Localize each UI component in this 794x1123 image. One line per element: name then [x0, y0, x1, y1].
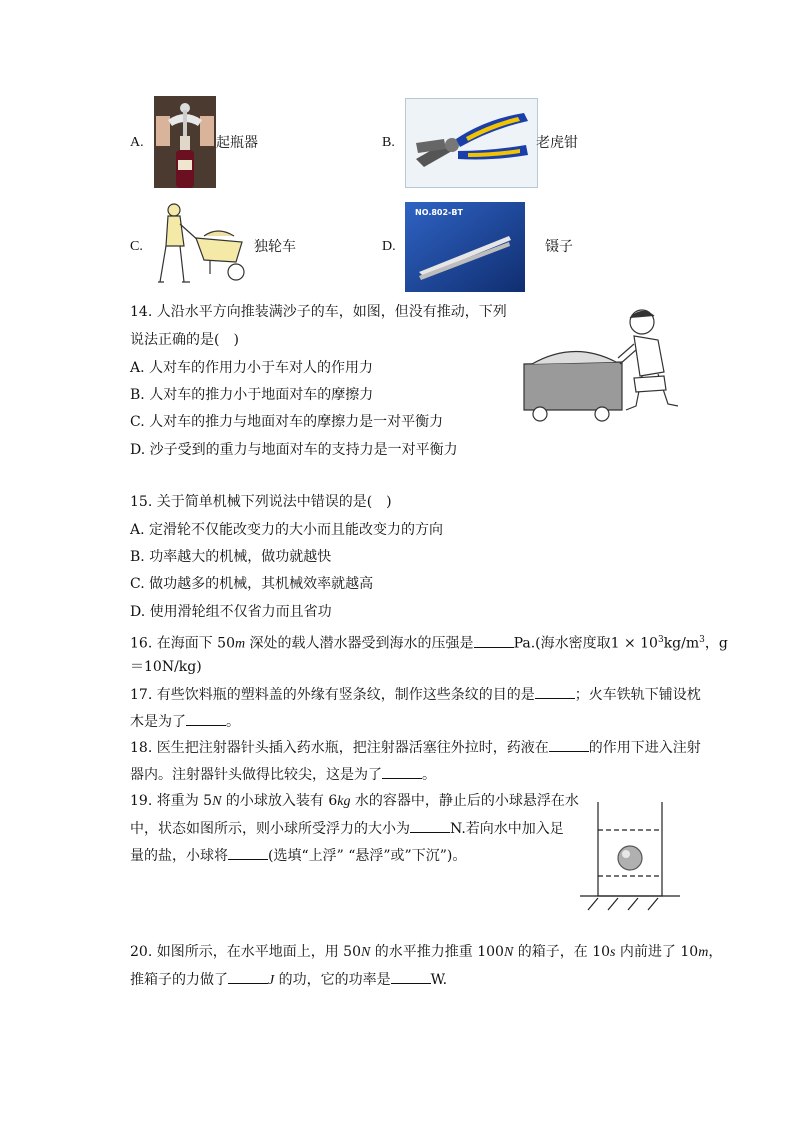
q17-answer-blank-1[interactable] [535, 684, 575, 699]
q17-answer-blank-2[interactable] [186, 711, 226, 726]
q14-option-d: D. 沙子受到的重力与地面对车的支持力是一对平衡力 [130, 442, 458, 458]
q19-line3: 量的盐，小球将 (选填“上浮” “悬浮”或”下沉”)。 [130, 845, 466, 866]
option-c-label: 独轮车 [254, 239, 296, 255]
q15-option-b: B. 功率越大的机械，做功就越快 [130, 549, 332, 565]
q17-line2: 木是为了 。 [130, 711, 240, 732]
q18-line2: 器内。注射器针头做得比较尖，这是为了 。 [130, 764, 436, 785]
q20-answer-blank-1[interactable] [228, 969, 268, 984]
q15-option-c: C. 做功越多的机械，其机械效率就越高 [130, 576, 374, 592]
option-b-label: 老虎钳 [536, 135, 578, 151]
q14-option-b: B. 人对车的推力小于地面对车的摩擦力 [130, 387, 374, 403]
q14-stem-line2: 说法正确的是( ) [130, 332, 239, 348]
q18-answer-blank-2[interactable] [382, 764, 422, 779]
bottle-opener-icon [154, 96, 216, 188]
wheelbarrow-icon [150, 202, 254, 290]
q20-line1: 20. 如图所示，在水平地面上，用 50N 的水平推力推重 100N 的箱子，在 10s 内前进了 10m， [130, 944, 723, 960]
container-with-ball-icon [578, 800, 682, 916]
q19-line1: 19. 将重为 5N 的小球放入装有 6kg 水的容器中，静止后的小球悬浮在水 [130, 793, 579, 809]
option-a-label: 起瓶器 [216, 135, 258, 151]
q20-answer-blank-2[interactable] [391, 969, 431, 984]
pliers-icon [405, 98, 538, 188]
q14-stem-line1: 14. 人沿水平方向推装满沙子的车，如图，但没有推动，下列 [130, 304, 507, 320]
tweezers-caption: NO.802-BT [415, 208, 463, 217]
boy-pushing-cart-icon [518, 306, 692, 426]
q14-option-a: A. 人对车的作用力小于车对人的作用力 [130, 360, 374, 376]
q17-line1: 17. 有些饮料瓶的塑料盖的外缘有竖条纹，制作这些条纹的目的是 ；火车铁轨下铺设枕 [130, 684, 701, 705]
option-a-letter: A. [130, 135, 144, 150]
tweezers-icon [405, 202, 525, 292]
q20-line2: 推箱子的力做了 J 的功，它的功率是 W. [130, 969, 447, 991]
q19-line2: 中，状态如图所示，则小球所受浮力的大小为 N.若向水中加入足 [130, 818, 564, 839]
q14-option-c: C. 人对车的推力与地面对车的摩擦力是一对平衡力 [130, 414, 444, 430]
q15-stem: 15. 关于简单机械下列说法中错误的是( ) [130, 494, 392, 510]
q19-answer-blank-2[interactable] [228, 845, 268, 860]
option-b-letter: B. [382, 135, 395, 150]
option-d-label: 镊子 [545, 239, 573, 255]
q18-line1: 18. 医生把注射器针头插入药水瓶，把注射器活塞往外拉时，药液在 的作用下进入注射 [130, 737, 701, 758]
q16-line1: 16. 在海面下 50m 深处的载人潜水器受到海水的压强是 Pa.(海水密度取$1 \times 10^3kg/m^3$，g [130, 630, 728, 655]
q15-option-d: D. 使用滑轮组不仅省力而且省功 [130, 604, 332, 620]
q18-answer-blank-1[interactable] [549, 737, 589, 752]
q19-answer-blank-1[interactable] [410, 818, 450, 833]
q16-answer-blank[interactable] [474, 633, 514, 648]
option-d-letter: D. [382, 239, 396, 254]
q16-line2: ＝10N/kg) [130, 659, 202, 675]
q15-option-a: A. 定滑轮不仅能改变力的大小而且能改变力的方向 [130, 522, 444, 538]
option-c-letter: C. [130, 239, 143, 254]
